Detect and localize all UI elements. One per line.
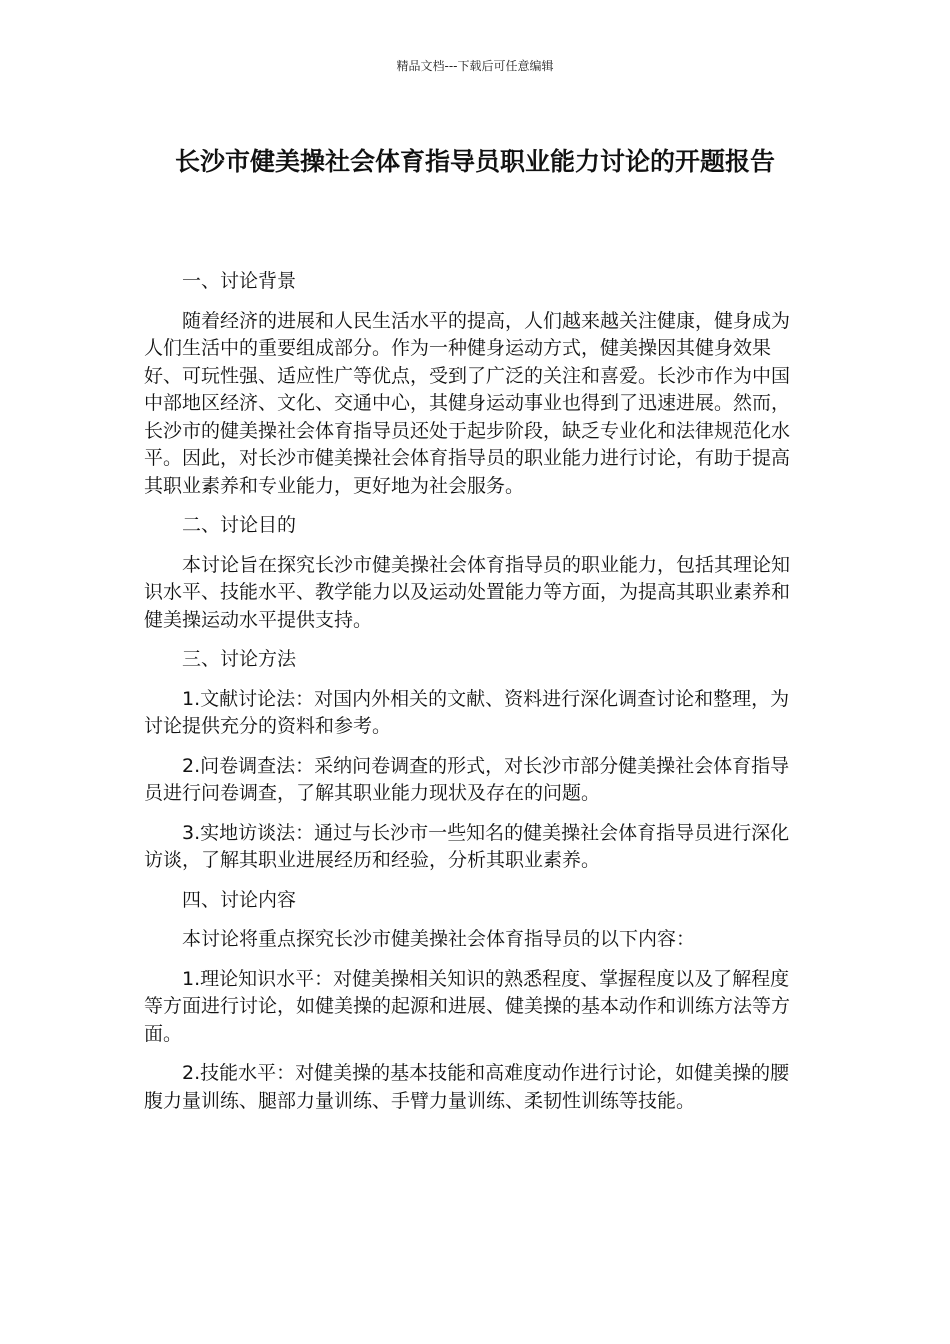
content-intro-paragraph: 本讨论将重点探究长沙市健美操社会体育指导员的以下内容： — [182, 928, 696, 950]
method-questionnaire-paragraph: 2.问卷调查法：采纳问卷调查的形式，对长沙市部分健美操社会体育指导员进行问卷调查，了解其职业能力现状及存在的问题。 — [144, 754, 790, 804]
document-title: 长沙市健美操社会体育指导员职业能力讨论的开题报告 — [174, 147, 775, 176]
section-heading-content: 四、讨论内容 — [182, 888, 297, 911]
section-heading-purpose: 二、讨论目的 — [182, 514, 297, 536]
method-literature-paragraph: 1.文献讨论法：对国内外相关的文献、资料进行深化调查讨论和整理，为讨论提供充分的资料和参考。 — [144, 687, 790, 737]
document-body — [144, 268, 794, 1127]
method-interview-paragraph: 3.实地访谈法：通过与长沙市一些知名的健美操社会体育指导员进行深化访谈，了解其职业进展经历和经验，分析其职业素养。 — [144, 821, 790, 871]
content-skills-paragraph: 2.技能水平：对健美操的基本技能和高难度动作进行讨论，如健美操的腰腹力量训练、腿部力量训练、手臂力量训练、柔韧性训练等技能。 — [144, 1062, 790, 1112]
background-paragraph: 随着经济的进展和人民生活水平的提高，人们越来越关注健康，健身成为人们生活中的重要组成部分。作为一种健身运动方式，健美操因其健身效果好、可玩性强、适应性广等优点，受到了广泛的关注和喜爱。长沙市作为中国中部地区经济、文化、交通中心，其健身运动事业也得到了迅速进展。然而，长沙市的健美操社会体育指导员还处于起步阶段，缺乏专业化和法律规范化水平。因此，对长沙市健美操社会体育指导员的职业能力进行讨论，有助于提高其职业素养和专业能力，更好地为社会服务。 — [144, 309, 791, 497]
section-heading-methods: 三、讨论方法 — [182, 648, 297, 670]
purpose-paragraph: 本讨论旨在探究长沙市健美操社会体育指导员的职业能力，包括其理论知识水平、技能水平、教学能力以及运动处置能力等方面，为提高其职业素养和健美操运动水平提供支持。 — [144, 553, 791, 631]
content-theory-paragraph: 1.理论知识水平：对健美操相关知识的熟悉程度、掌握程度以及了解程度等方面进行讨论，如健美操的起源和进展、健美操的基本动作和训练方法等方面。 — [144, 967, 791, 1045]
section-heading-background: 一、讨论背景 — [182, 270, 297, 292]
header-note: 精品文档---下载后可任意编辑 — [396, 59, 554, 73]
